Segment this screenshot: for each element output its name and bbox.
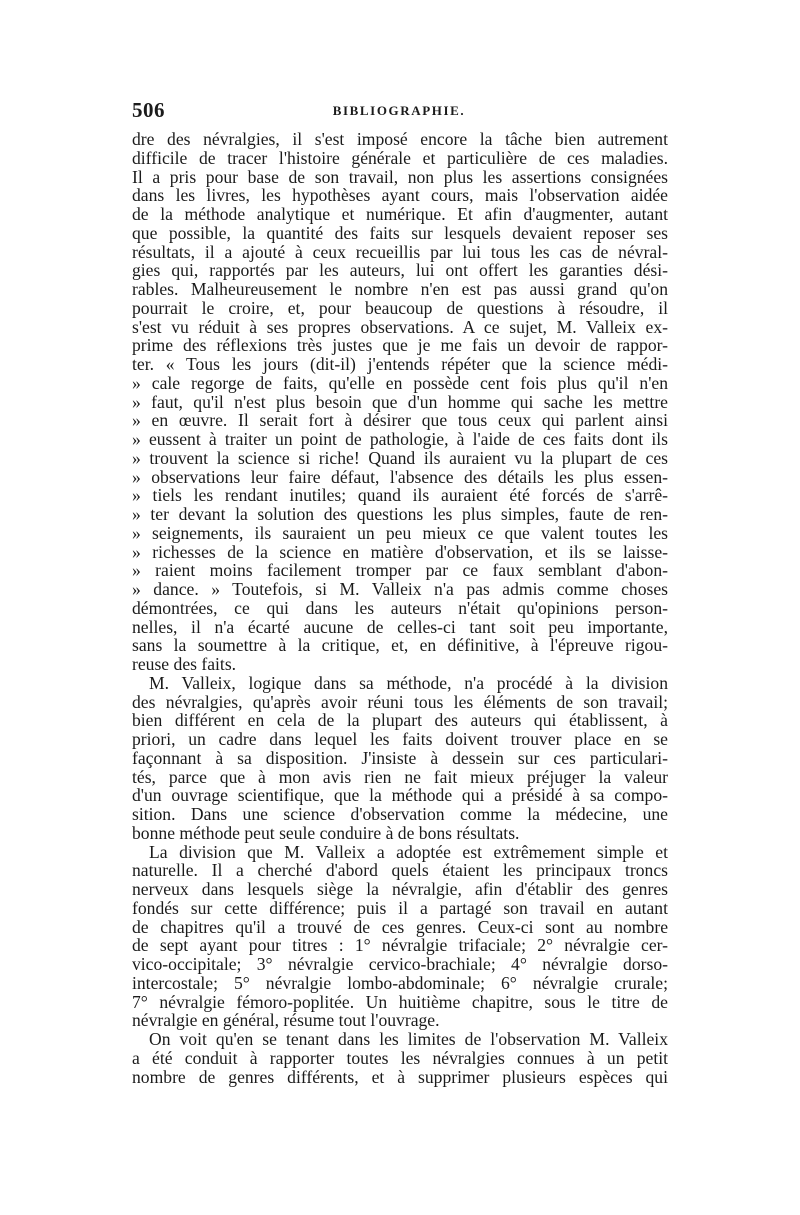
running-title: BIBLIOGRAPHIE. (332, 103, 466, 118)
text-line: de sept ayant pour titres : 1° névralgie trifaciale; 2° névralgie cer- (132, 935, 668, 956)
text-line: façonnant à sa disposition. J'insiste à dessein sur ces particulari- (132, 747, 668, 768)
quote-line: ter. « Tous les jours (dit-il) j'entends répéter que la science médi- (132, 354, 668, 374)
quote-line: » eussent à traiter un point de pathologie, à l'aide de ces faits dont ils (132, 429, 668, 449)
text-line: que possible, la quantité des faits sur lesquels devaient reposer ses (132, 222, 668, 243)
text-line: résultats, il a ajouté à ceux recueillis par lui tous les cas de névral- (132, 241, 668, 262)
text-line: de la méthode analytique et numérique. Et afin d'augmenter, autant (132, 204, 668, 224)
book-page (128, 92, 670, 1092)
paragraph-start-line: On voit qu'en se tenant dans les limites de l'observation M. Valleix (149, 1029, 668, 1049)
text-line: sition. Dans une science d'observation comme la médecine, une (132, 804, 668, 824)
text-line: d'un ouvrage scientifique, que la méthode qui a présidé à sa compo- (132, 785, 668, 806)
running-head (128, 92, 670, 128)
quote-line: » cale regorge de faits, qu'elle en possède cent fois plus qu'il n'en (132, 372, 668, 393)
text-line: dre des névralgies, il s'est imposé encore la tâche bien autrement (132, 129, 668, 149)
text-line: rables. Malheureusement le nombre n'en est pas aussi grand qu'on (132, 279, 668, 299)
text-line: a été conduit à rapporter toutes les névralgies connues à un petit (132, 1047, 668, 1068)
text-line: vico-occipitale; 3° névralgie cervico-brachiale; 4° névralgie dorso- (132, 954, 668, 974)
text-line: fondés sur cette différence; puis il a partagé son travail en autant (132, 897, 668, 918)
text-line: nombre de genres différents, et à supprimer plusieurs espèces qui (132, 1066, 668, 1087)
paragraph-start-line: La division que M. Valleix a adoptée est extrêmement simple et (149, 841, 668, 862)
text-line: tés, parce que à mon avis rien ne fait mieux préjuger la valeur (132, 766, 668, 787)
text-line: gies qui, rapportés par les auteurs, lui ont offert les garanties dési- (132, 260, 668, 281)
paragraph-start-line: M. Valleix, logique dans sa méthode, n'a procédé à la division (149, 672, 668, 693)
quote-line: » dance. » Toutefois, si M. Valleix n'a pas admis comme choses (132, 579, 668, 599)
quote-line: » tiels les rendant inutiles; quand ils auraient été forcés de s'arrê- (132, 485, 668, 506)
quote-line: » richesses de la science en matière d'observation, et ils se laisse- (132, 541, 668, 562)
text-line: priori, un cadre dans lequel les faits doivent trouver place en se (132, 729, 668, 749)
text-line: 7° névralgie fémoro-poplitée. Un huitième chapitre, sous le titre de (132, 991, 668, 1012)
body-text (132, 130, 668, 1086)
text-line: dans les livres, les hypothèses ayant cours, mais l'observation aidée (132, 185, 668, 206)
text-line: intercostale; 5° névralgie lombo-abdominale; 6° névralgie crurale; (132, 972, 668, 993)
text-line: névralgie en général, résume tout l'ouvrage. (132, 1010, 440, 1031)
text-line: Il a pris pour base de son travail, non plus les assertions consignées (132, 166, 668, 187)
text-line: bien différent en cela de la plupart des auteurs qui établissent, à (132, 710, 668, 731)
quote-line: » observations leur faire défaut, l'absence des détails les plus essen- (132, 466, 668, 487)
quote-line: » ter devant la solution des questions les plus simples, faute de ren- (132, 504, 668, 524)
quote-line: » raient moins facilement tromper par ce faux semblant d'abon- (132, 560, 668, 581)
text-line: reuse des faits. (132, 654, 237, 674)
text-line: s'est vu réduit à ses propres observations. A ce sujet, M. Valleix ex- (132, 316, 668, 337)
text-line: démontrées, ce qui dans les auteurs n'était qu'opinions person- (132, 597, 668, 618)
text-line: pourrait le croire, et, pour beaucoup de questions à résoudre, il (132, 297, 668, 318)
text-line: de chapitres qu'il a trouvé de ces genres. Ceux-ci sont au nombre (132, 916, 668, 937)
text-line: nelles, il n'a écarté aucune de celles-ci tant soit peu importante, (132, 616, 668, 637)
quote-line: » en œuvre. Il serait fort à désirer que tous ceux qui parlent ainsi (132, 410, 668, 431)
text-line: bonne méthode peut seule conduire à de bons résultats. (132, 822, 520, 843)
text-line: nerveux dans lesquels siège la névralgie, afin d'établir des genres (132, 879, 668, 899)
text-line: sans la soumettre à la critique, et, en définitive, à l'épreuve rigou- (132, 635, 668, 656)
quote-line: » trouvent la science si riche! Quand ils auraient vu la plupart de ces (132, 447, 668, 468)
quote-line: » faut, qu'il n'est plus besoin que d'un homme qui sache les mettre (132, 391, 668, 412)
quote-line: » seignements, ils sauraient un peu mieux ce que valent toutes les (132, 522, 668, 543)
text-line: prime des réflexions très justes que je me fais un devoir de rappor- (132, 335, 668, 356)
text-line: naturelle. Il a cherché d'abord quels étaient les principaux troncs (132, 860, 668, 881)
page-number: 506 (132, 98, 165, 122)
text-line: des névralgies, qu'après avoir réuni tous les éléments de son travail; (132, 691, 668, 712)
text-line: difficile de tracer l'histoire générale et particulière de ces maladies. (132, 147, 668, 168)
